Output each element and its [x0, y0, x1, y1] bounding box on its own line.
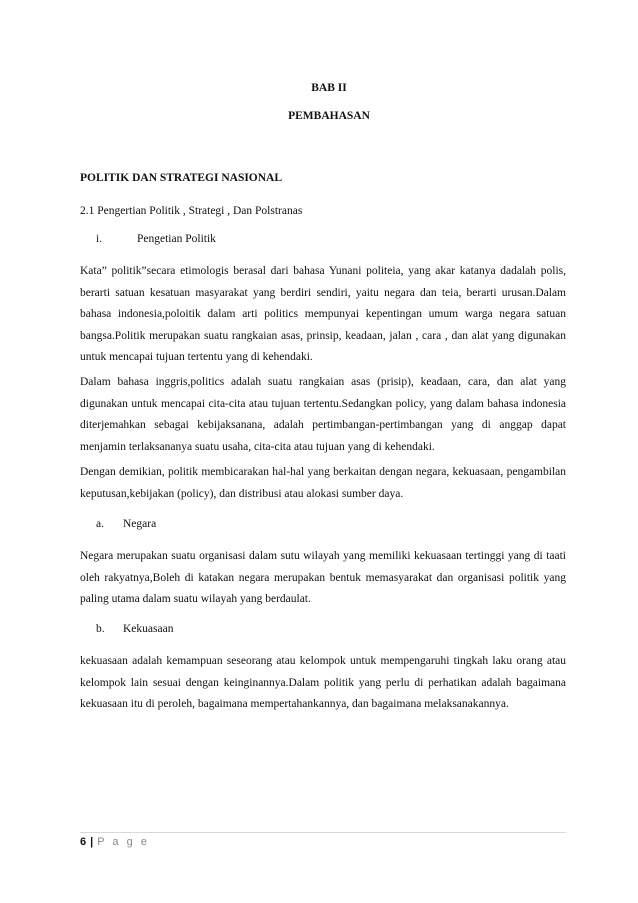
page-label: P a g e: [97, 836, 150, 848]
page-number: 6: [80, 836, 87, 848]
subsection-title: 2.1 Pengertian Politik , Strategi , Dan Polstranas: [80, 205, 303, 217]
page-footer: [80, 836, 149, 848]
paragraph-etimologi: Kata” politik”secara etimologis berasal dari bahasa Yunani politeia, yang akar katanya dadalah polis, berarti satuan kesatuan masyarakat yang berdiri sendiri, yaitu negara dan teia, berarti urusan.Dalam bahasa indonesia,poloitik dalam arti politics mempunyai kepentingan umum warga negara satuan bangsa.Politik merupakan suatu rangkaian asas, prinsip, keadaan, jalan , cara , dan alat yang digunakan untuk mencapai tujuan tertentu yang di kehendaki.: [80, 265, 566, 363]
chapter-number: BAB II: [311, 82, 347, 94]
footer-divider: [80, 832, 566, 833]
list-label: Pengetian Politik: [137, 233, 216, 245]
list-marker: i.: [96, 233, 103, 245]
list-marker: b.: [96, 623, 105, 635]
paragraph-negara: Negara merupakan suatu organisasi dalam sutu wilayah yang memiliki kekuasaan tertinggi yang di taati oleh rakyatnya,Boleh di katakan negara merupakan bentuk memasyarakat dan organisasi politik yang paling utama dalam suatu wilayah yang berdaulat.: [80, 550, 566, 605]
footer-separator: |: [90, 836, 94, 848]
list-marker: a.: [96, 518, 104, 530]
paragraph-inggris: Dalam bahasa inggris,politics adalah suatu rangkaian asas (prisip), keadaan, cara, dan alat yang digunakan untuk mencapai cita-cita atau tujuan tertentu.Sedangkan policy, yang dalam bahasa indonesia diterjemahkan sebagai kebijaksanana, adalah pertimbangan-pertimbangan yang di anggap dapat menjamin terlaksananya suatu usaha, cita-cita atau tujuan yang di kehendaki.: [80, 376, 566, 453]
chapter-title: PEMBAHASAN: [288, 110, 370, 122]
paragraph-demikian: Dengan demikian, politik membicarakan hal-hal yang berkaitan dengan negara, kekuasaan, pengambilan keputusan,kebijakan (policy), dan distribusi atau alokasi sumber daya.: [80, 466, 566, 500]
list-label: Negara: [123, 518, 157, 530]
list-label: Kekuasaan: [123, 623, 174, 635]
paragraph-kekuasaan: kekuasaan adalah kemampuan seseorang atau kelompok untuk mempengaruhi tingkah laku orang atau kelompok lain sesuai dengan keinginannya.Dalam politik yang perlu di perhatikan adalah bagaimana kekuasaan itu di peroleh, bagaimana mempertahankannya, dan bagaimana melaksanakannya.: [80, 655, 566, 710]
section-title: POLITIK DAN STRATEGI NASIONAL: [80, 172, 283, 184]
